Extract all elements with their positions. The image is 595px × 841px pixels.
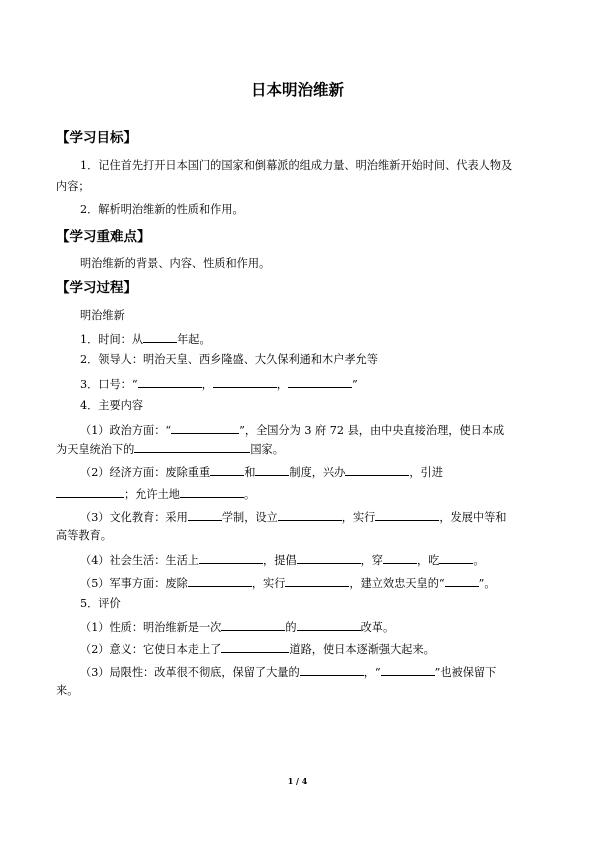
content-heading: 4．主要内容 bbox=[80, 399, 144, 412]
blank bbox=[180, 486, 244, 498]
blank bbox=[188, 509, 222, 521]
leaders-line: 2．领导人：明治天皇、西乡隆盛、大久保利通和木户孝允等 bbox=[80, 353, 378, 366]
culture-line-cont: 高等教育。 bbox=[56, 529, 112, 542]
blank bbox=[383, 552, 417, 564]
economy-line: （2）经济方面：废除重重 和 制度，兴办 ，引进 bbox=[80, 466, 443, 479]
page-number: 1 / 4 bbox=[287, 776, 308, 786]
blank bbox=[381, 664, 435, 676]
blank bbox=[134, 441, 250, 453]
blank bbox=[56, 486, 124, 498]
goal-item-1: 1．记住首先打开日本国门的国家和倒幕派的组成力量、明治维新开始时间、代表人物及 bbox=[80, 159, 513, 172]
blank bbox=[188, 575, 252, 587]
goal-item-2: 2．解析明治维新的性质和作用。 bbox=[80, 203, 244, 216]
blank bbox=[297, 552, 361, 564]
blank bbox=[221, 619, 285, 631]
blank bbox=[285, 575, 349, 587]
goal-item-1-cont: 内容； bbox=[56, 180, 90, 193]
meaning-line: （2）意义：它使日本走上了 道路，使日本逐渐强大起来。 bbox=[80, 643, 435, 656]
time-line: 1．时间：从 年起。 bbox=[80, 333, 211, 346]
blank bbox=[375, 509, 439, 521]
heading-key-points: 【学习重难点】 bbox=[56, 229, 151, 245]
nature-line: （1）性质：明治维新是一次 的 改革。 bbox=[80, 621, 395, 634]
limit-line: （3）局限性：改革很不彻底，保留了大量的 ，“ ”也被保留下 bbox=[80, 666, 497, 679]
blank bbox=[300, 664, 364, 676]
military-line: （5）军事方面：废除 ，实行 ，建立效忠天皇的“ ”。 bbox=[80, 577, 496, 590]
blank bbox=[288, 376, 352, 388]
blank bbox=[138, 376, 202, 388]
blank bbox=[255, 464, 289, 476]
process-topic: 明治维新 bbox=[80, 309, 125, 322]
economy-line-cont: ；允许土地 。 bbox=[56, 486, 255, 502]
politics-line-cont: 为天皇统治下的 国家。 bbox=[56, 443, 284, 456]
blank bbox=[445, 575, 479, 587]
social-line: （4）社会生活：生活上 ，提倡 ，穿 ，吃 。 bbox=[80, 554, 485, 567]
heading-goals: 【学习目标】 bbox=[56, 130, 137, 146]
blank bbox=[278, 509, 342, 521]
politics-line: （1）政治方面：“ ”，全国分为 3 府 72 县，由中央直接治理，使日本成 bbox=[80, 424, 505, 437]
blank bbox=[210, 464, 244, 476]
evaluation-heading: 5．评价 bbox=[80, 597, 121, 610]
blank bbox=[199, 552, 263, 564]
blank bbox=[171, 422, 239, 434]
limit-line-cont: 来。 bbox=[56, 684, 79, 697]
slogan-line: 3．口号：“ ， ， ” bbox=[80, 378, 358, 391]
blank bbox=[439, 552, 473, 564]
key-points-text: 明治维新的背景、内容、性质和作用。 bbox=[80, 257, 271, 270]
page-title: 日本明治维新 bbox=[250, 81, 344, 99]
blank bbox=[345, 464, 409, 476]
culture-line: （3）文化教育：采用 学制，设立 ，实行 ，发展中等和 bbox=[80, 511, 507, 524]
heading-process: 【学习过程】 bbox=[56, 280, 137, 296]
blank bbox=[143, 331, 177, 343]
blank bbox=[221, 641, 289, 653]
blank bbox=[297, 619, 361, 631]
blank bbox=[213, 376, 277, 388]
